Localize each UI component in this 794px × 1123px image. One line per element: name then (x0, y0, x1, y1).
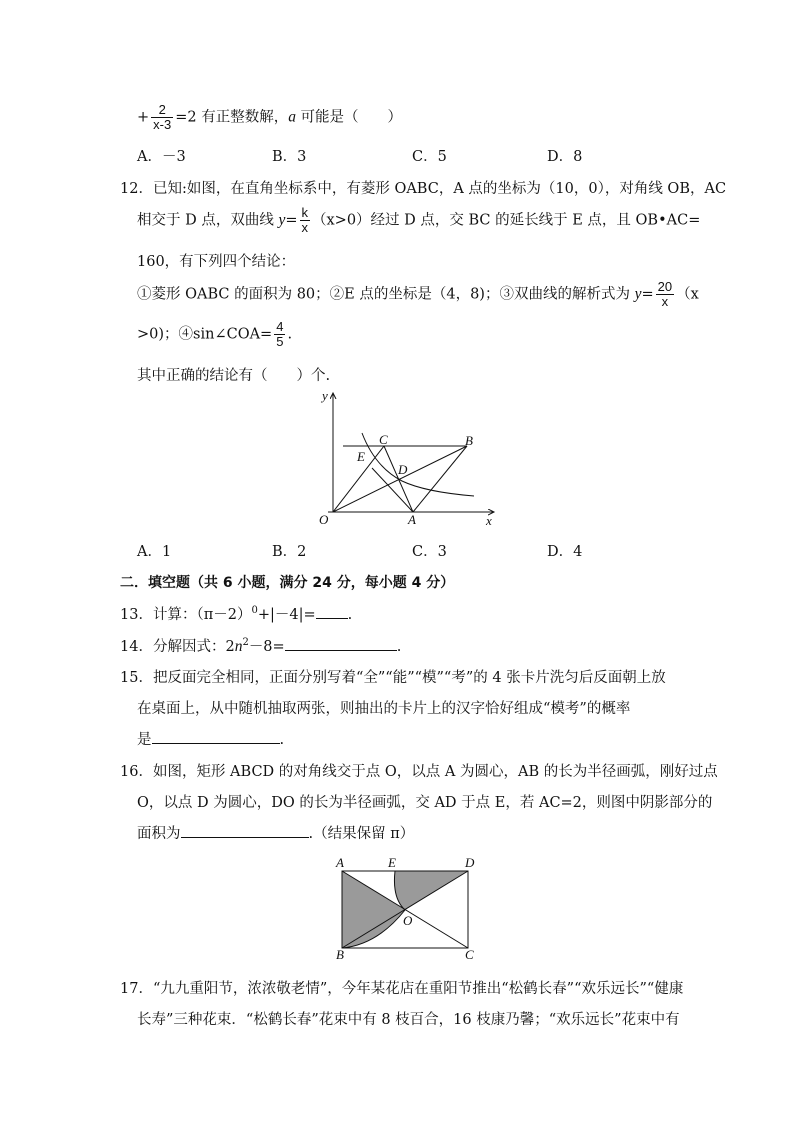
q13-answer-blank[interactable] (316, 604, 348, 619)
label-o: O (319, 512, 329, 527)
q16-end: .（结果保留 π） (308, 826, 415, 842)
q12-eq: = (285, 212, 298, 229)
q15-line1: 15．把反面完全相同，正面分别写着“全”“能”“模”“考”的 4 张卡片洗匀后反面朝上放 (120, 670, 666, 686)
q12-option-b: B．2 (272, 544, 307, 560)
q12-line2 (137, 206, 700, 235)
side-ab (413, 446, 467, 512)
q12-line6: 其中正确的结论有（ ）个. (137, 368, 331, 384)
label-a: A (408, 512, 416, 527)
q12-line1: 12．已知:如图，在直角坐标系中，有菱形 OABC，A 点的坐标为（10，0），对角线 OB，AC (120, 181, 727, 197)
q12-line5b: . (287, 326, 293, 343)
q12-option-a: A．1 (137, 544, 172, 560)
q16-rectangle-figure (332, 853, 482, 961)
fraction-4-over-5 (274, 320, 285, 349)
frac-num: 4 (276, 319, 284, 334)
q12-y-var2: y (634, 285, 642, 303)
shaded-region-top (394, 871, 468, 910)
q16-line3-text: 面积为 (137, 826, 181, 842)
q11-option-d: D．8 (547, 149, 583, 165)
frac-den: x-3 (153, 117, 172, 132)
q14-text: 14．分解因式：2 (120, 639, 235, 655)
q16-answer-blank[interactable] (181, 823, 309, 838)
q12-line5a: >0)；④sin∠COA= (137, 326, 273, 343)
q12-y-var: y (278, 211, 286, 229)
q11-option-c: C．5 (412, 149, 447, 165)
label-c: C (465, 947, 474, 961)
q15-line3 (137, 728, 284, 749)
q11-option-a: A．－3 (137, 149, 186, 165)
q16-line2: O，以点 D 为圆心，DO 的长为半径画弧，交 AD 于点 E，若 AC=2，则图中阴影部分的 (137, 795, 713, 811)
q13-sup: 0 (251, 605, 258, 617)
q11-text: =2 有正整数解， (175, 109, 289, 126)
q14-answer-blank[interactable] (285, 636, 397, 651)
q13-text: 13．计算：（π－2） (120, 607, 252, 623)
frac-num: 20 (657, 279, 673, 294)
q15-end: . (279, 732, 285, 748)
frac-den: 5 (276, 334, 284, 349)
q17-line1: 17．“九九重阳节，浓浓敬老情”，今年某花店在重阳节推出“松鹤长春”“欢乐远长”“健康 (120, 981, 684, 997)
fraction-k-over-x (300, 206, 311, 235)
q12-line4a: ①菱形 OABC 的面积为 80；②E 点的坐标是（4，8)；③双曲线的解析式为 (137, 286, 635, 303)
q15-line2: 在桌面上，从中随机抽取两张，则抽出的卡片上的汉字恰好组成“模考”的概率 (137, 701, 631, 717)
q14-text2: －8= (248, 639, 285, 655)
q11-option-b: B．3 (272, 149, 307, 165)
q16-line1: 16．如图，矩形 ABCD 的对角线交于点 O，以点 A 为圆心，AB 的长为半径画弧，刚好过点 (120, 764, 718, 780)
label-c: C (379, 432, 388, 447)
q11-equation-line (137, 103, 402, 132)
fraction-2-over-x-3 (151, 103, 173, 132)
q11-var: a (288, 108, 296, 126)
q12-eq2: = (641, 286, 654, 303)
q11-text2: 可能是（ ） (295, 109, 403, 126)
plus-sign: + (137, 109, 150, 126)
q12-line2b: （x>0）经过 D 点，交 BC 的延长线于 E 点，且 OB•AC= (312, 212, 701, 229)
q14-line (120, 635, 401, 656)
label-d: D (398, 462, 408, 477)
fraction-20-over-x (656, 280, 674, 309)
label-d: D (465, 855, 475, 870)
label-a: A (336, 855, 344, 870)
q14-end: . (396, 639, 402, 655)
diagonal-ob (333, 446, 467, 512)
label-b: B (465, 433, 473, 448)
label-y: y (322, 388, 328, 403)
q14-var: n (234, 638, 243, 655)
frac-den: x (301, 220, 308, 235)
frac-num: k (301, 205, 308, 220)
label-x: x (486, 513, 492, 528)
q12-line4 (137, 280, 699, 309)
q16-line3 (137, 822, 414, 843)
q12-line2a: 相交于 D 点，双曲线 (137, 212, 279, 229)
q12-option-d: D．4 (547, 544, 583, 560)
label-e: E (357, 449, 365, 464)
label-e: E (388, 855, 396, 870)
q12-coordinate-figure (310, 385, 500, 530)
q17-line2: 长寿”三种花束．“松鹤长春”花束中有 8 枝百合，16 枝康乃馨；“欢乐远长”花束中有 (137, 1012, 680, 1028)
q12-line4b: （x (676, 286, 699, 303)
q12-line5 (137, 320, 292, 349)
q13-text2: +|－4|= (257, 607, 316, 623)
q15-answer-blank[interactable] (152, 729, 280, 744)
q13-end: . (347, 607, 353, 623)
label-o: O (403, 913, 413, 928)
q14-sup: 2 (242, 637, 249, 649)
q12-option-c: C．3 (412, 544, 447, 560)
frac-den: x (661, 294, 669, 309)
label-b: B (336, 947, 344, 961)
q12-line3: 160，有下列四个结论： (137, 254, 296, 270)
section-2-heading: 二．填空题（共 6 小题，满分 24 分，每小题 4 分） (120, 575, 455, 591)
q15-line3-text: 是 (137, 732, 152, 748)
q13-line (120, 603, 352, 624)
frac-num: 2 (151, 103, 173, 118)
